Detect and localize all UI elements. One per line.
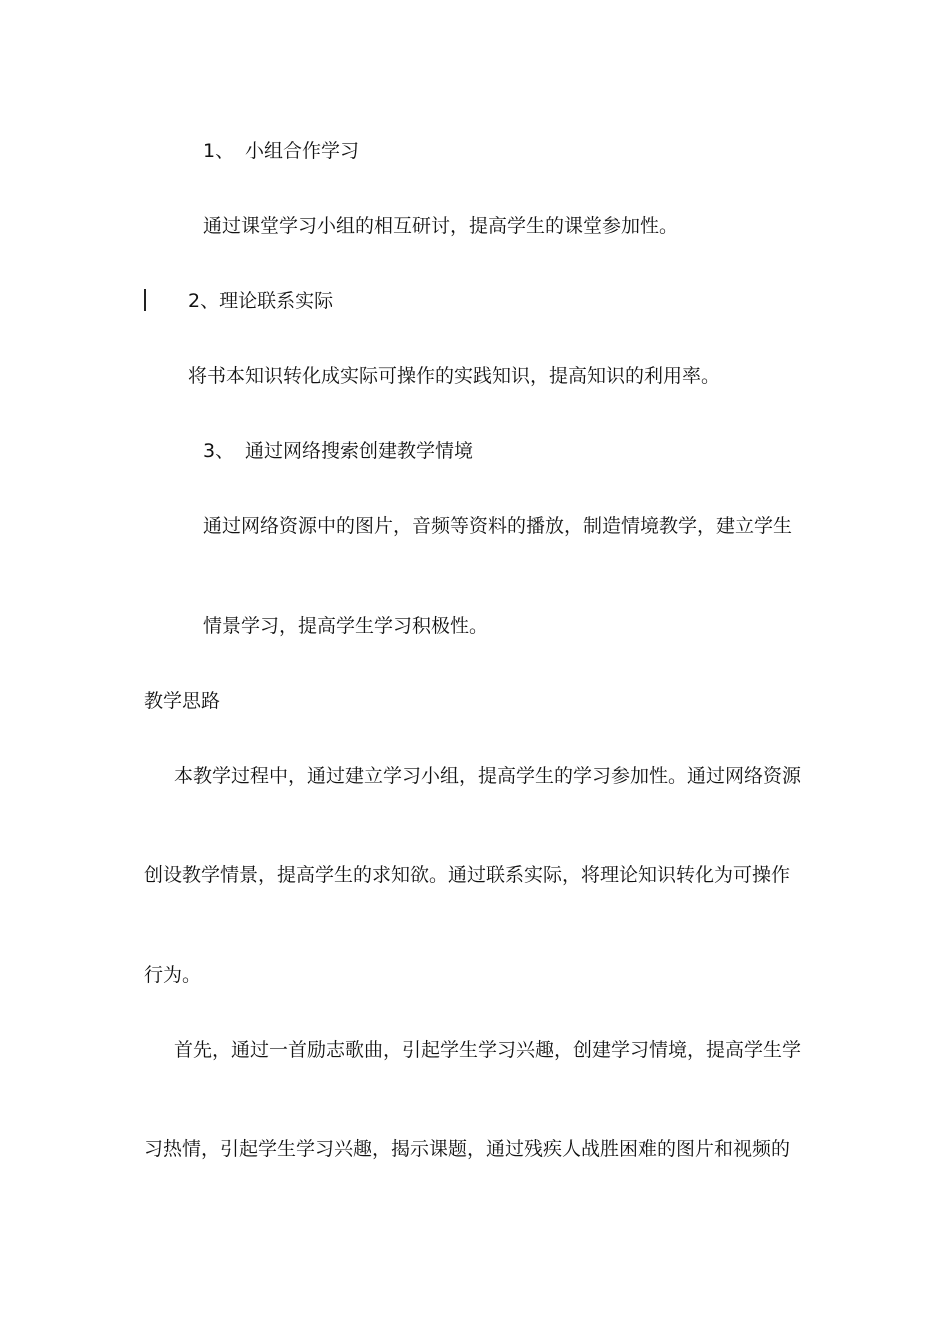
para2-line2: 习热情，引起学生学习兴趣，揭示课题，通过残疾人战胜困难的图片和视频的 xyxy=(144,1138,791,1160)
text-cursor-marker xyxy=(144,289,146,311)
section3-number: 3、 xyxy=(203,440,235,462)
thinking-heading: 教学思路 xyxy=(144,690,221,712)
section1-number: 1、 xyxy=(203,140,235,162)
section3-title: 通过网络搜索创建教学情境 xyxy=(245,440,474,462)
para1-line3: 行为。 xyxy=(144,964,202,986)
section2-heading: 2、理论联系实际 xyxy=(188,290,334,312)
section3-body-line1: 通过网络资源中的图片，音频等资料的播放，制造情境教学，建立学生 xyxy=(203,515,793,537)
section3-heading xyxy=(203,439,473,463)
section3-body-line2: 情景学习，提高学生学习积极性。 xyxy=(203,615,489,637)
section1-title: 小组合作学习 xyxy=(245,140,360,162)
section2-body: 将书本知识转化成实际可操作的实践知识，提高知识的利用率。 xyxy=(188,365,721,387)
section1-heading xyxy=(203,139,359,163)
para2-line1: 首先，通过一首励志歌曲，引起学生学习兴趣，创建学习情境，提高学生学 xyxy=(174,1039,802,1061)
section1-body: 通过课堂学习小组的相互研讨，提高学生的课堂参加性。 xyxy=(203,215,679,237)
para1-line1: 本教学过程中，通过建立学习小组，提高学生的学习参加性。通过网络资源 xyxy=(174,765,802,787)
para1-line2: 创设教学情景，提高学生的求知欲。通过联系实际，将理论知识转化为可操作 xyxy=(144,864,791,886)
